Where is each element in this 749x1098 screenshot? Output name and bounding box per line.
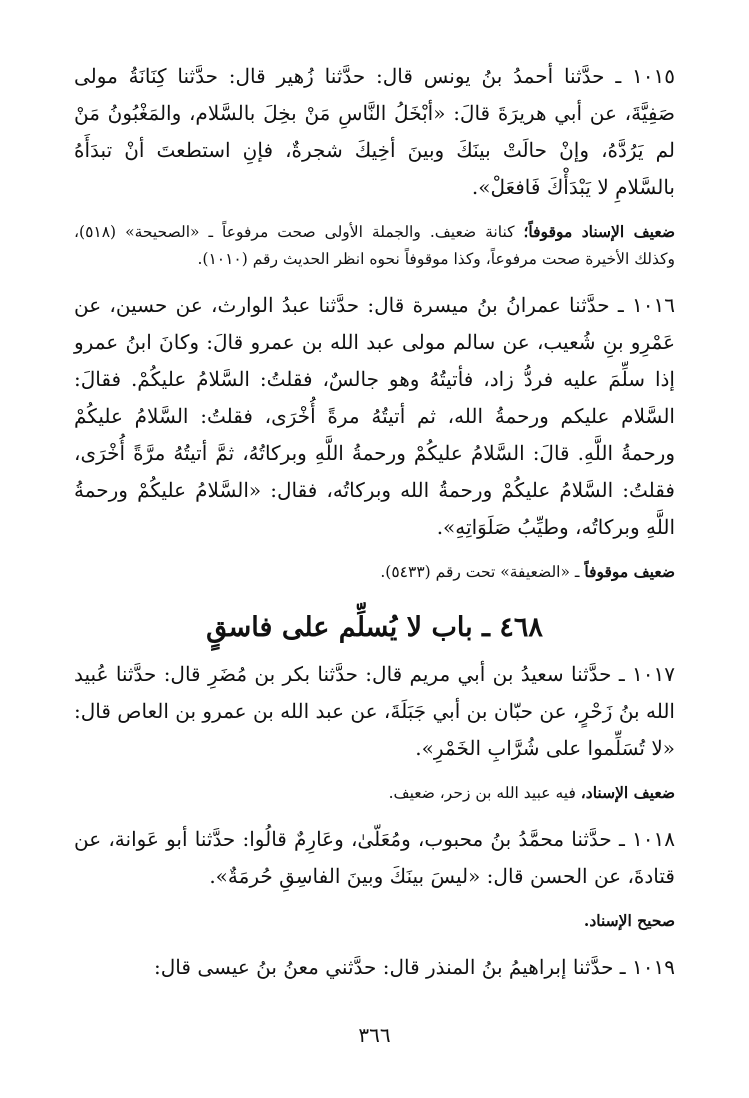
hadith-1017-text: ١٠١٧ ـ حدَّثنا سعيدُ بن أبي مريم قال: حدَّثنا بكر بن مُضَرِ قال: حدَّثنا عُبيد الله بنُ زَحْرٍ، عن حبّان بن أبي جَبَلَةَ، عن عبد الله بن عمرو بن العاص قال: «لا تُسَلِّموا على شُرَّابِ الخَمْرِ».	[74, 662, 675, 760]
hadith-1016-grade-label: ضعيف موقوفاً	[584, 562, 675, 581]
hadith-1016-text: ١٠١٦ ـ حدَّثنا عمرانُ بنُ ميسرة قال: حدَّثنا عبدُ الوارث، عن حسين، عن عَمْرِو بنِ شُعيب، عن سالم مولى عبد الله بن عمرو قالَ: وكانَ ابنُ عمرو إذا سلِّمَ عليه فردُّ زاد، فأتيتُهُ وهو جالسٌ، فقلتُ: السَّلامُ عليكُمْ. فقالَ: السَّلام عليكم ورحمةُ الله، ثم أتيتُهُ مرةً أُخْرَى، فقلتُ: السَّلامُ عليكُمْ ورحمةُ اللَّهِ. قالَ: السَّلامُ عليكُمْ ورحمةُ اللَّهِ وبركاتُهُ، ثمَّ أتيتُهُ مرَّةً أُخْرَى، فقلتُ: السَّلامُ عليكُمْ ورحمةُ الله وبركاتُه، فقال: «السَّلامُ عليكُمْ ورحمةُ اللَّهِ وبركاتُه، وطيِّبُ صَلَوَاتِهِ».	[74, 293, 675, 539]
hadith-1017-grade-label: ضعيف الإسناد،	[580, 783, 675, 802]
hadith-1018-text: ١٠١٨ ـ حدَّثنا محمَّدُ بنُ محبوب، ومُعَلّىٰ، وعَارِمٌ قالُوا: حدَّثنا أبو عَوانة، عن قتادةَ، عن الحسن قال: «ليسَ بينَكَ وبينَ الفاسِقِ حُرمَةٌ».	[74, 827, 675, 888]
hadith-1017-grade	[74, 779, 675, 807]
page-number: ٣٦٦	[358, 1023, 391, 1047]
hadith-1015-text: ١٠١٥ ـ حدَّثنا أحمدُ بنُ يونس قال: حدَّثنا زُهير قال: حدَّثنا كِنَانَةُ مولى صَفِيَّةَ، عن أبي هريرَةَ قالَ: «أبْخَلُ النَّاسِ مَنْ بخِلَ بالسَّلام، والمَغْبُونُ مَنْ لم يَرُدَّهُ، وإنْ حالَتْ بينَكَ وبينَ أخِيكَ شجرةٌ، فإنِ استطعتَ أنْ تبدَأَهُ بالسَّلامِ لا يَبْدَأْكَ فَافعَلْ».	[74, 64, 675, 199]
hadith-1016-grade-note: ـ «الضعيفة» تحت رقم (٥٤٣٣).	[380, 563, 585, 581]
hadith-1015-grade-note: كنانة ضعيف. والجملة الأولى صحت مرفوعاً ـ «الصحيحة» (٥١٨)، وكذلك الأخيرة صحت مرفوعاً، وكذا موقوفاً نحوه انظر الحديث رقم (١٠١٠).	[74, 223, 675, 268]
hadith-1018-grade	[74, 907, 675, 935]
chapter-heading: ٤٦٨ ـ باب لا يُسلِّم على فاسقٍ	[206, 612, 543, 643]
hadith-1018-grade-label: صحيح الإسناد.	[583, 911, 675, 930]
hadith-1015-grade-label: ضعيف الإسناد موقوفاً؛	[523, 222, 675, 241]
hadith-1016-grade	[74, 558, 675, 586]
hadith-1017-grade-note: فيه عبيد الله بن زحر، ضعيف.	[388, 784, 581, 802]
hadith-1019-text: ١٠١٩ ـ حدَّثنا إبراهيمُ بنُ المنذر قال: حدَّثني معنُ بنُ عيسى قال:	[154, 955, 675, 979]
hadith-1015-grade	[74, 218, 675, 273]
